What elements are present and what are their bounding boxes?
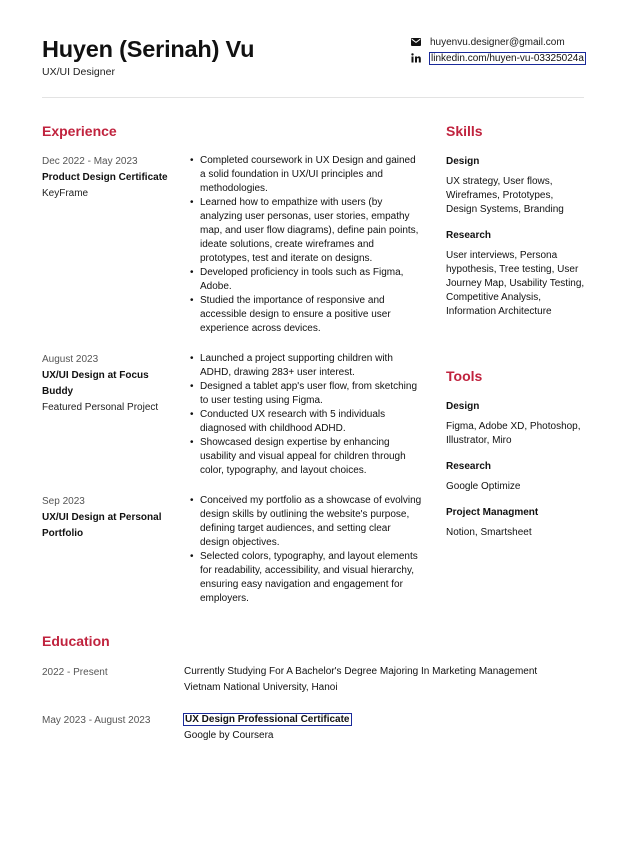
header-divider	[42, 97, 584, 98]
experience-date: August 2023	[42, 354, 99, 365]
tools-group-text: Notion, Smartsheet	[446, 527, 532, 538]
experience-date: Dec 2022 - May 2023	[42, 156, 138, 167]
education-date: May 2023 - August 2023	[42, 715, 151, 726]
list-item: • Developed proficiency in tools such as Figma, Adobe.	[190, 266, 422, 294]
skills-group-text: User interviews, Persona hypothesis, Tree testing, User Journey Map, Usability Testing, Competitive Analysis, Information Architecture	[446, 250, 585, 317]
tools-group-research	[446, 460, 586, 494]
experience-title: UX/UI Design at Focus Buddy	[42, 370, 149, 397]
skills-group-text: UX strategy, User flows, Wireframes, Prototypes, Design Systems, Branding	[446, 176, 564, 215]
skills-group-head: Design	[446, 156, 480, 167]
candidate-role: UX/UI Designer	[42, 66, 115, 78]
list-item: • Conceived my portfolio as a showcase of evolving design skills by outlining the website's purpose, defining target audiences, and setting clear design objectives.	[190, 494, 422, 550]
experience-title: UX/UI Design at Personal Portfolio	[42, 512, 162, 539]
skills-group-design	[446, 155, 586, 217]
list-item: • Showcased design expertise by enhancing usability and visual appeal for children through color, typography, and layout choices.	[190, 436, 422, 478]
tools-group-text: Google Optimize	[446, 481, 521, 492]
experience-item-1-bullets	[190, 154, 422, 336]
list-item: • Launched a project supporting children with ADHD, drawing 283+ user interest.	[190, 352, 422, 380]
tools-group-project	[446, 506, 586, 540]
tools-group-head: Project Managment	[446, 507, 539, 518]
experience-item-3-bullets	[190, 494, 422, 606]
tools-group-head: Research	[446, 461, 492, 472]
experience-item-3-meta	[42, 494, 178, 542]
education-item-2	[184, 712, 351, 744]
education-school: Google by Coursera	[184, 730, 274, 741]
list-item: • Learned how to empathize with users (by analyzing user personas, user stories, empathy map, and user flow diagrams), define pain points, ideate solutions, create wireframes and prototypes, test and iterate on designs.	[190, 196, 422, 266]
experience-title: Product Design Certificate	[42, 172, 168, 183]
tools-heading: Tools	[446, 368, 483, 384]
experience-date: Sep 2023	[42, 496, 85, 507]
education-school: Vietnam National University, Hanoi	[184, 682, 338, 693]
certificate-link[interactable]: UX Design Professional Certificate	[185, 714, 350, 725]
experience-heading: Experience	[42, 123, 117, 139]
envelope-icon	[410, 36, 422, 48]
email-text[interactable]: huyenvu.designer@gmail.com	[430, 36, 565, 48]
skills-group-research	[446, 229, 586, 319]
tools-group-text: Figma, Adobe XD, Photoshop, Illustrator, Miro	[446, 421, 581, 446]
list-item: • Selected colors, typography, and layout elements for readability, accessibility, and visual hierarchy, ensuring easy navigation and engagement for employers.	[190, 550, 422, 606]
candidate-name: Huyen (Serinah) Vu	[42, 36, 255, 62]
education-item-1	[184, 664, 537, 696]
linkedin-link[interactable]: linkedin.com/huyen-vu-03325024a	[431, 52, 584, 64]
skills-group-head: Research	[446, 230, 492, 241]
experience-item-1-meta	[42, 154, 178, 202]
tools-group-design	[446, 400, 586, 448]
list-item: • Designed a tablet app's user flow, from sketching to user testing using Figma.	[190, 380, 422, 408]
list-item: • Studied the importance of responsive and accessible design to ensure a positive user experience across devices.	[190, 294, 422, 336]
experience-org: KeyFrame	[42, 188, 89, 199]
education-degree: Currently Studying For A Bachelor's Degree Majoring In Marketing Management	[184, 666, 538, 677]
tools-group-head: Design	[446, 401, 480, 412]
list-item: • Completed coursework in UX Design and gained a solid foundation in UX/UI principles and methodologies.	[190, 154, 422, 196]
contact-linkedin	[410, 52, 585, 64]
education-date: 2022 - Present	[42, 667, 108, 678]
experience-item-2-meta	[42, 352, 178, 416]
education-heading: Education	[42, 633, 110, 649]
experience-org: Featured Personal Project	[42, 402, 159, 413]
linkedin-icon	[410, 52, 422, 64]
contact-email	[410, 36, 565, 48]
skills-heading: Skills	[446, 123, 483, 139]
list-item: • Conducted UX research with 5 individuals diagnosed with childhood ADHD.	[190, 408, 422, 436]
experience-item-2-bullets	[190, 352, 422, 478]
